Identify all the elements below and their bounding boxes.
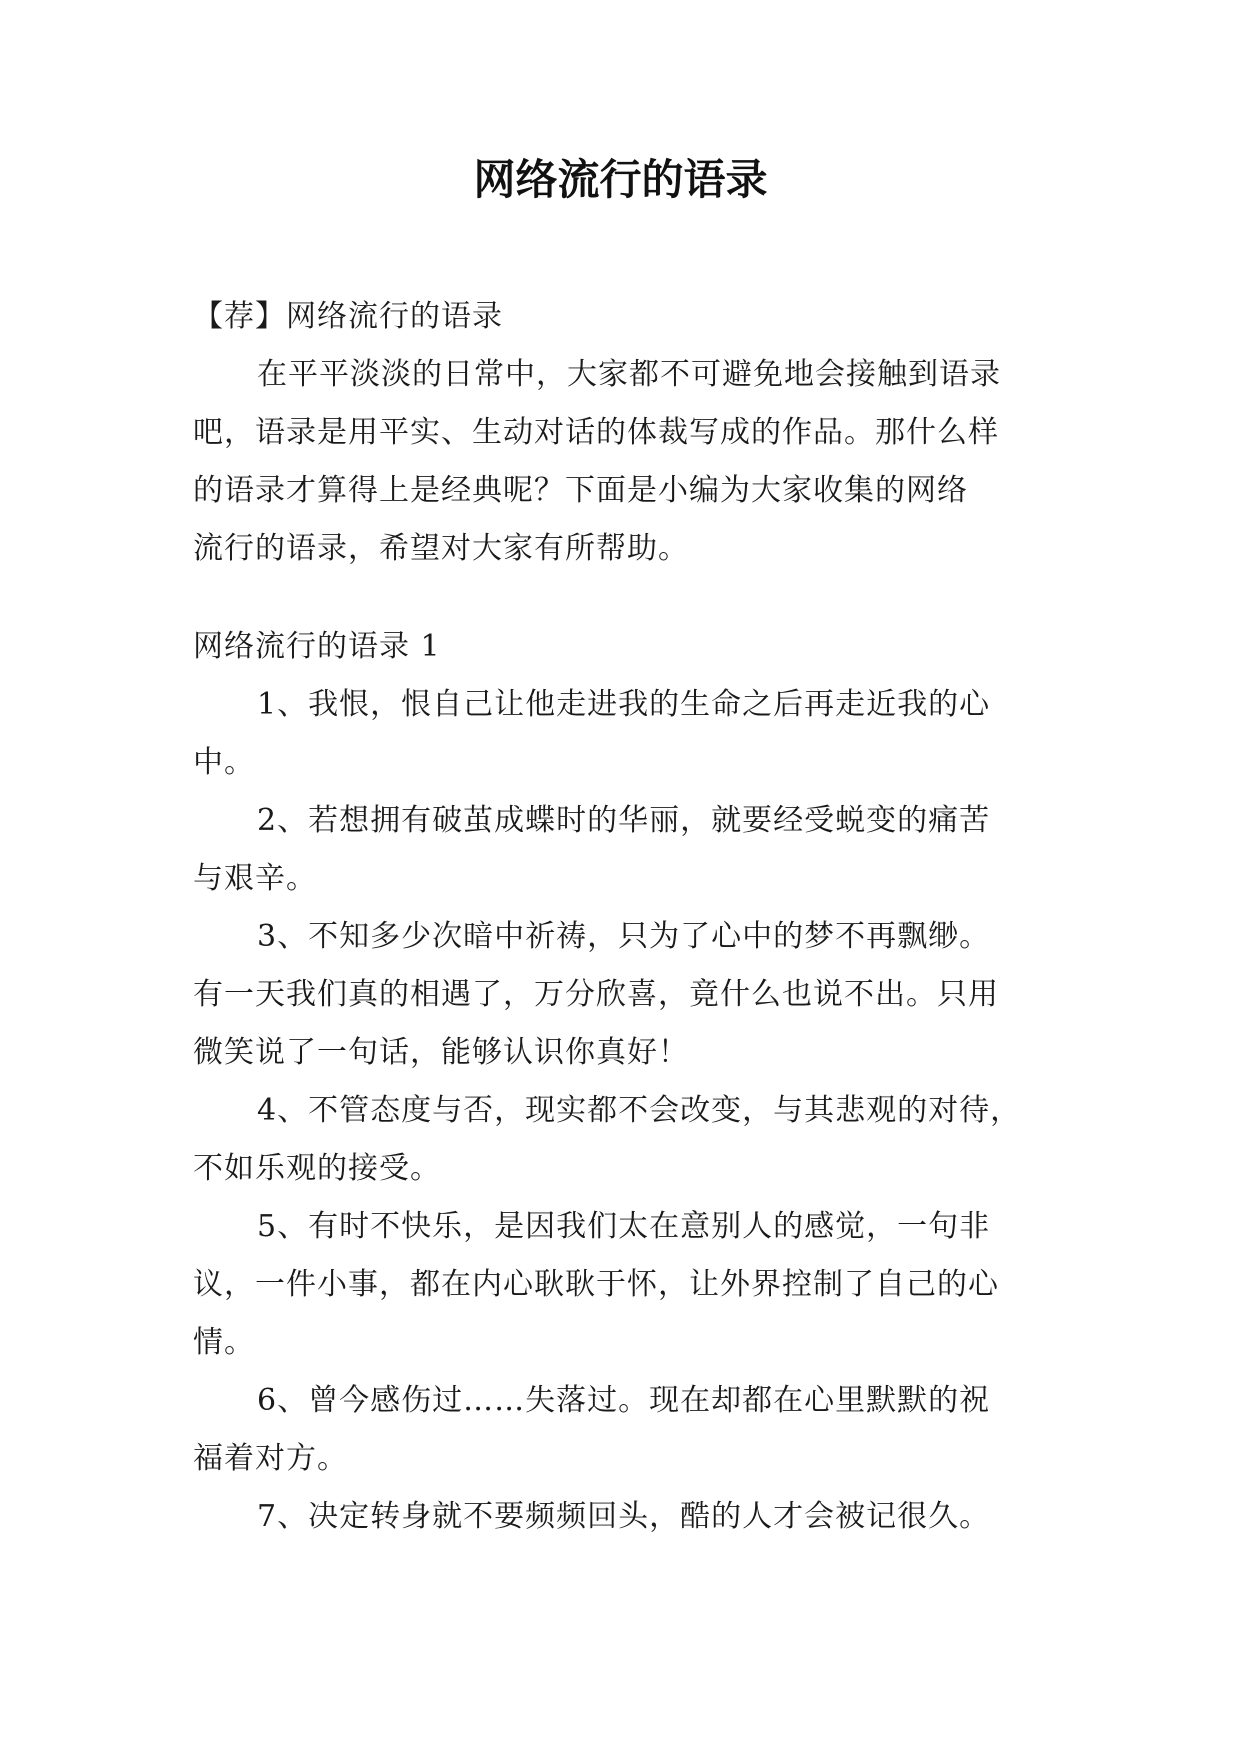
text-line: 流行的语录，希望对大家有所帮助。 — [193, 531, 689, 566]
text-line: 福着对方。 — [193, 1441, 348, 1476]
document-title: 网络流行的语录 — [473, 155, 768, 204]
text-line: 不如乐观的接受。 — [193, 1151, 441, 1186]
document-body — [193, 288, 1055, 1546]
text-line: 6、曾今感伤过……失落过。现在却都在心里默默的祝 — [257, 1383, 991, 1418]
text-line: 情。 — [193, 1325, 255, 1360]
text-line: 3、不知多少次暗中祈祷，只为了心中的梦不再飘缈。 — [257, 919, 991, 954]
text-line: 与艰辛。 — [193, 861, 317, 896]
text-line: 的语录才算得上是经典呢？下面是小编为大家收集的网络 — [193, 473, 968, 508]
text-line: 中。 — [193, 745, 255, 780]
text-line: 吧，语录是用平实、生动对话的体裁写成的作品。那什么样 — [193, 415, 999, 450]
text-line: 议，一件小事，都在内心耿耿于怀，让外界控制了自己的心 — [193, 1267, 999, 1302]
text-line: 1、我恨，恨自己让他走进我的生命之后再走近我的心 — [257, 687, 991, 722]
text-line: 2、若想拥有破茧成蝶时的华丽，就要经受蜕变的痛苦 — [257, 803, 991, 838]
text-line: 有一天我们真的相遇了，万分欣喜，竟什么也说不出。只用 — [193, 977, 999, 1012]
text-line: 微笑说了一句话，能够认识你真好！ — [193, 1035, 689, 1070]
text-line: 4、不管态度与否，现实都不会改变，与其悲观的对待， — [257, 1093, 1022, 1128]
text-line: 5、有时不快乐，是因我们太在意别人的感觉，一句非 — [257, 1209, 991, 1244]
text-line: 在平平淡淡的日常中，大家都不可避免地会接触到语录 — [257, 357, 1001, 392]
text-line: 7、决定转身就不要频频回头，酷的人才会被记很久。 — [257, 1499, 991, 1534]
text-line: 【荐】网络流行的语录 — [193, 299, 503, 334]
text-line: 网络流行的语录 1 — [193, 629, 441, 664]
section-gap — [193, 578, 1055, 618]
